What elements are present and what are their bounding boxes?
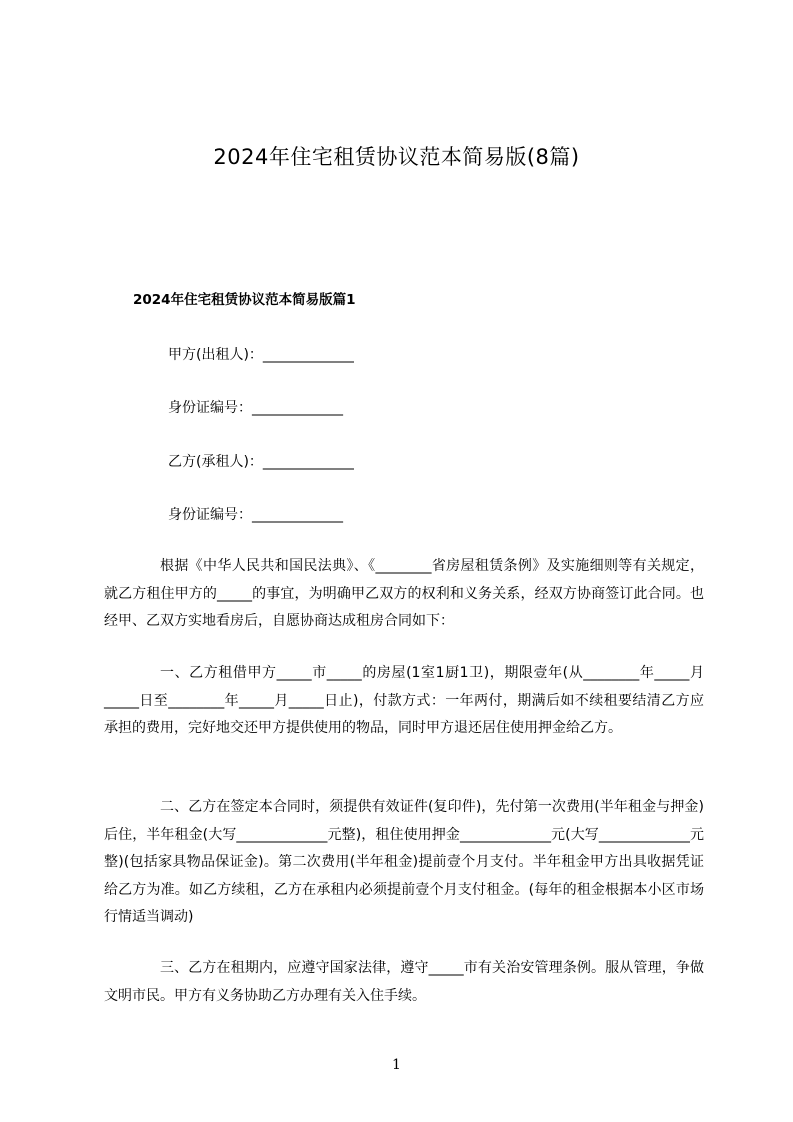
party-b-id-field: 身份证编号：_____________: [168, 507, 343, 523]
clause-3-paragraph: 三、乙方在租期内，应遵守国家法律，遵守_____市有关治安管理条例。服从管理，争做文明市民。甲方有义务协助乙方办理有关入住手续。: [104, 960, 704, 1004]
party-b-name-field: 乙方(承租人)：_____________: [168, 454, 354, 470]
clause-1-paragraph: 一、乙方租借甲方_____市_____的房屋(1室1厨1卫)，期限壹年(从________年_____月_____日至________年_____月_____日止)，付款方式：一年两付，期满后如不续租要结清乙方应承担的费用，完好地交还甲方提供使用的物品，同时甲方退还居住使用押金给乙方。: [104, 665, 704, 736]
page-number: 1: [392, 1057, 401, 1073]
document-title: 2024年住宅租赁协议范本简易版(8篇): [213, 145, 580, 169]
party-a-id-field: 身份证编号：_____________: [168, 400, 343, 416]
section-heading: 2024年住宅租赁协议范本简易版篇1: [133, 292, 356, 308]
party-a-name-field: 甲方(出租人)：_____________: [168, 347, 354, 363]
intro-paragraph: 根据《中华人民共和国民法典》、《________省房屋租赁条例》及实施细则等有关规定，就乙方租住甲方的_____的事宜，为明确甲乙双方的权利和义务关系，经双方协商签订此合同。也经甲、乙双方实地看房后，自愿协商达成租房合同如下：: [104, 558, 704, 629]
clause-2-paragraph: 二、乙方在签定本合同时，须提供有效证件(复印件)，先付第一次费用(半年租金与押金)后住，半年租金(大写_____________元整)，租住使用押金_____________元(大写_____________元整)(包括家具物品保证金)。第二次费用(半年租金)提前壹个月支付。半年租金甲方出具收据凭证给乙方为准。如乙方续租，乙方在承租内必须提前壹个月支付租金。(每年的租金根据本小区市场行情适当调动): [104, 799, 704, 925]
